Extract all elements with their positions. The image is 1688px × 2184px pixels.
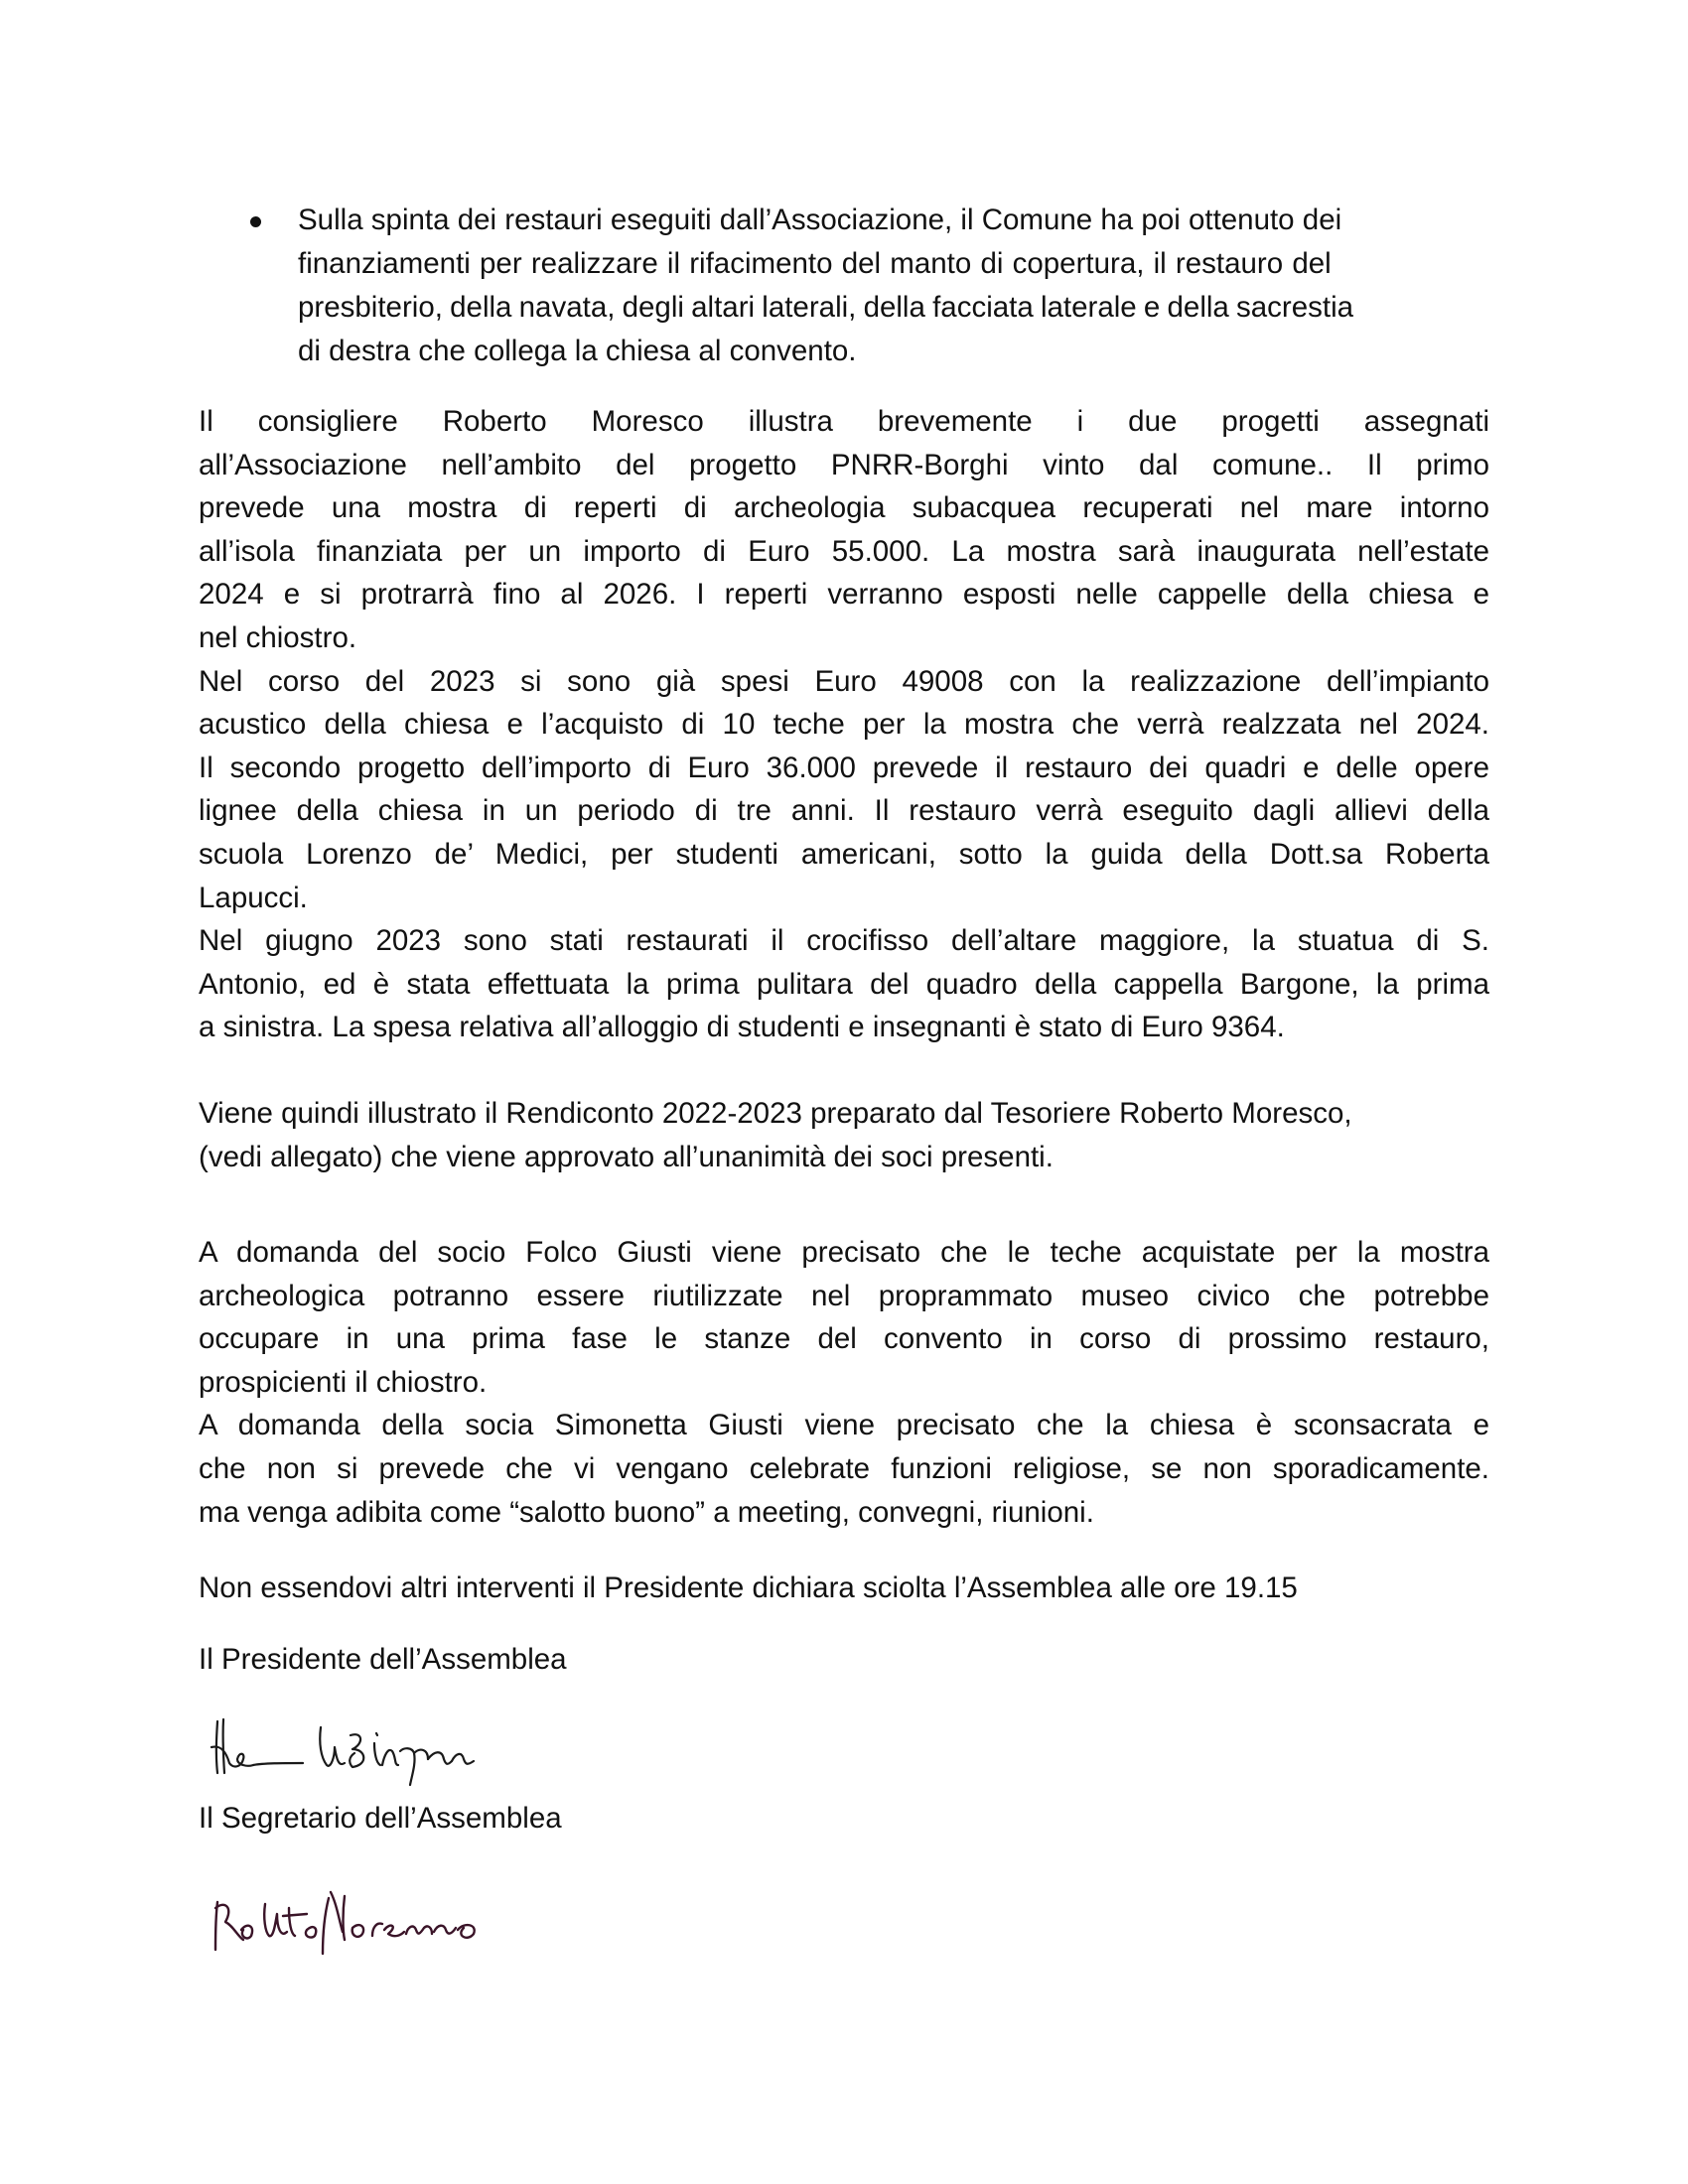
text-line: ma venga adibita come “salotto buono” a meeting, convegni, riunioni. [199, 1495, 1094, 1529]
text-line: 2024 e si protrarrà fino al 2026. I reperti verranno esposti nelle cappelle della chiesa e [199, 578, 1489, 612]
text-line: acustico della chiesa e l’acquisto di 10 teche per la mostra che verrà realzzata nel 2024. [199, 708, 1489, 742]
text-line: Lapucci. [199, 881, 308, 914]
text-line: prevede una mostra di reperti di archeologia subacquea recuperati nel mare intorno [199, 491, 1489, 525]
text-line: (vedi allegato) che viene approvato all’unanimità dei soci presenti. [199, 1140, 1054, 1173]
text-line: a sinistra. La spesa relativa all’alloggio di studenti e insegnanti è stato di Euro 9364. [199, 1011, 1285, 1044]
text-line: nel chiostro. [199, 620, 357, 654]
text-line: Antonio, ed è stata effettuata la prima pulitara del quadro della cappella Bargone, la prima [199, 967, 1489, 1001]
text-line: Non essendovi altri interventi il Presidente dichiara sciolta l’Assemblea alle ore 19.15 [199, 1571, 1298, 1604]
text-line: Il secondo progetto dell’importo di Euro 36.000 prevede il restauro dei quadri e delle opere [199, 751, 1489, 784]
text-line: all’isola finanziata per un importo di Euro 55.000. La mostra sarà inaugurata nell’estate [199, 534, 1489, 568]
paragraph-questions [199, 1231, 1489, 1534]
president-label: Il Presidente dell’Assemblea [199, 1643, 567, 1676]
text-line: lignee della chiesa in un periodo di tre anni. Il restauro verrà eseguito dagli allievi della [199, 794, 1489, 828]
secretary-signature-icon [204, 1878, 511, 1958]
text-line: scuola Lorenzo de’ Medici, per studenti americani, sotto la guida della Dott.sa Roberta [199, 837, 1489, 871]
paragraph-projects [199, 400, 1489, 1049]
text-line: presbiterio, della navata, degli altari laterali, della facciata laterale e della sacrestia [298, 291, 1354, 324]
text-line: A domanda della socia Simonetta Giusti viene precisato che la chiesa è sconsacrata e [199, 1409, 1489, 1442]
text-line: Sulla spinta dei restauri eseguiti dall’Associazione, il Comune ha poi ottenuto dei [298, 204, 1342, 236]
president-signature-icon [204, 1707, 521, 1787]
text-line: Nel corso del 2023 si sono già spesi Euro 49008 con la realizzazione dell’impianto [199, 664, 1489, 698]
text-line: occupare in una prima fase le stanze del convento in corso di prossimo restauro, [199, 1322, 1489, 1356]
paragraph-rendiconto [199, 1092, 1489, 1178]
text-line: Viene quindi illustrato il Rendiconto 2022-2023 preparato dal Tesoriere Roberto Moresco, [199, 1097, 1352, 1130]
bullet-icon [250, 216, 261, 227]
text-line: che non si prevede che vi vengano celebrate funzioni religiose, se non sporadicamente. [199, 1451, 1489, 1485]
closing-statement [199, 1567, 1489, 1610]
secretary-label: Il Segretario dell’Assemblea [199, 1802, 562, 1835]
text-line: archeologica potranno essere riutilizzate nel proprammato museo civico che potrebbe [199, 1279, 1489, 1312]
text-line: finanziamenti per realizzare il rifacimento del manto di copertura, il restauro del [298, 247, 1332, 280]
text-line: prospicienti il chiostro. [199, 1365, 488, 1399]
text-line: Il consigliere Roberto Moresco illustra brevemente i due progetti assegnati [199, 405, 1489, 438]
bullet-text [298, 199, 1489, 373]
text-line: all’Associazione nell’ambito del progetto PNRR-Borghi vinto dal comune.. Il primo [199, 448, 1489, 481]
text-line: Nel giugno 2023 sono stati restaurati il crocifisso dell’altare maggiore, la stuatua di S. [199, 924, 1489, 958]
text-line: A domanda del socio Folco Giusti viene precisato che le teche acquistate per la mostra [199, 1236, 1489, 1269]
text-line: di destra che collega la chiesa al convento. [298, 335, 857, 367]
